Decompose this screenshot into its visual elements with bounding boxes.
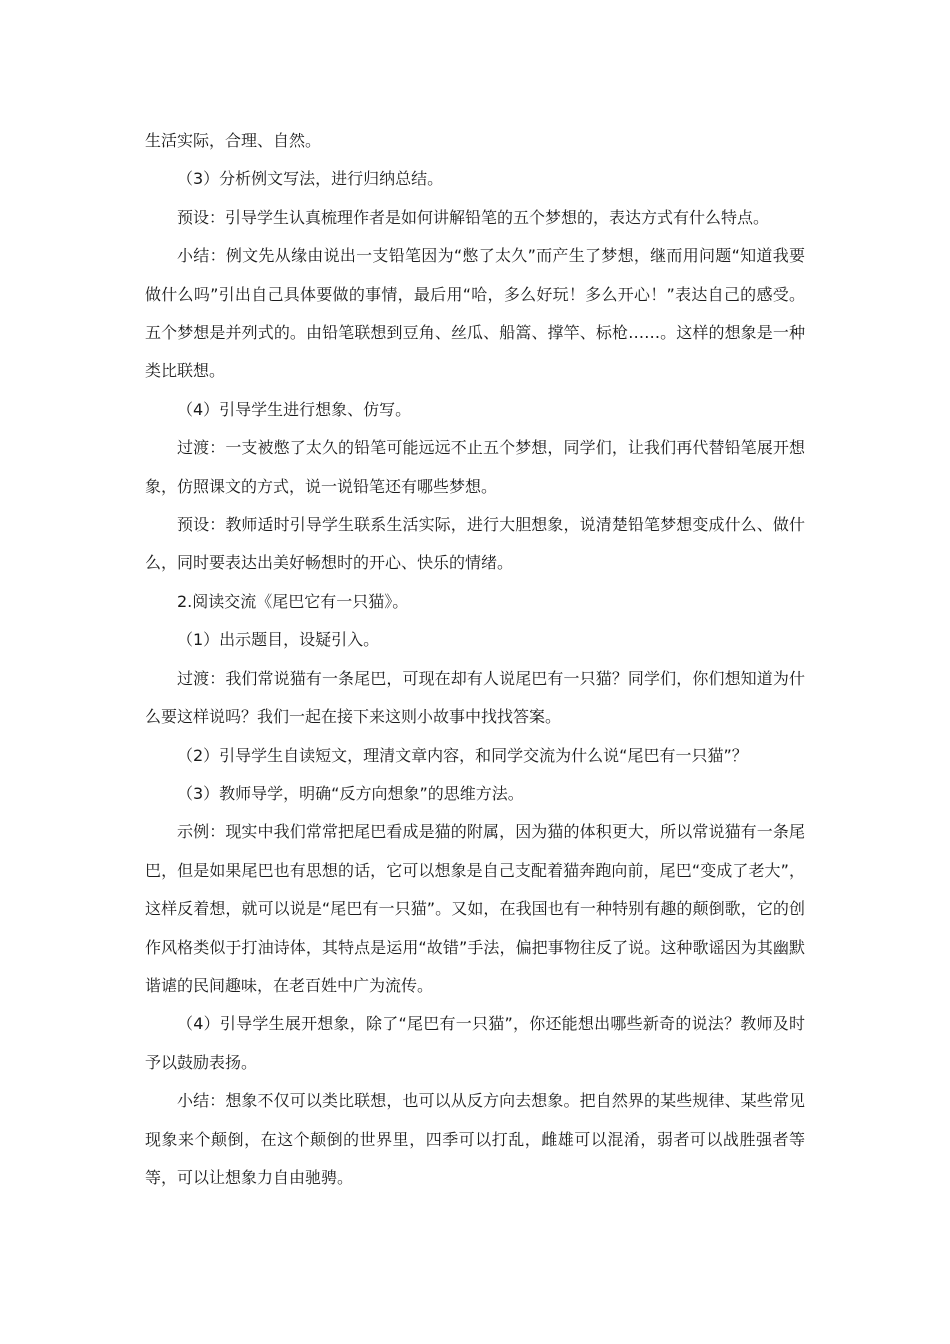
paragraph-transition-2: 过渡：我们常说猫有一条尾巴，可现在却有人说尾巴有一只猫？同学们，你们想知道为什么要这样说吗？我们一起在接下来这则小故事中找找答案。 bbox=[145, 668, 805, 727]
paragraph-step-2: （2）引导学生自读短文，理清文章内容，和同学交流为什么说“尾巴有一只猫”？ bbox=[177, 745, 748, 765]
paragraph-step-4b: （4）引导学生展开想象，除了“尾巴有一只猫”，你还能想出哪些新奇的说法？教师及时予以鼓励表扬。 bbox=[145, 1014, 805, 1072]
paragraph-summary-2: 小结：想象不仅可以类比联想，也可以从反方向去想象。把自然界的某些规律、某些常见现象来个颠倒，在这个颠倒的世界里，四季可以打乱，雌雄可以混淆，弱者可以战胜强者等等，可以让想象力自由驰骋。 bbox=[145, 1091, 805, 1187]
paragraph-step-4: （4）引导学生进行想象、仿写。 bbox=[177, 399, 412, 419]
paragraph-continuation: 生活实际，合理、自然。 bbox=[145, 131, 322, 150]
paragraph-preset: 预设：引导学生认真梳理作者是如何讲解铅笔的五个梦想的，表达方式有什么特点。 bbox=[177, 207, 770, 227]
paragraph-transition: 过渡：一支被憋了太久的铅笔可能远远不止五个梦想，同学们，让我们再代替铅笔展开想象，仿照课文的方式，说一说铅笔还有哪些梦想。 bbox=[145, 438, 805, 496]
paragraph-summary: 小结：例文先从缘由说出一支铅笔因为“憋了太久”而产生了梦想，继而用问题“知道我要做什么吗”引出自己具体要做的事情，最后用“哈，多么好玩！多么开心！”表达自己的感受。五个梦想是并列式的。由铅笔联想到豆角、丝瓜、船篙、撑竿、标枪……。这样的想象是一种类比联想。 bbox=[145, 246, 805, 381]
paragraph-step-1: （1）出示题目，设疑引入。 bbox=[177, 630, 380, 650]
document-body bbox=[145, 122, 805, 1197]
paragraph-step-3b: （3）教师导学，明确“反方向想象”的思维方法。 bbox=[177, 783, 524, 803]
paragraph-step-3: （3）分析例文写法，进行归纳总结。 bbox=[177, 169, 444, 189]
paragraph-example: 示例：现实中我们常常把尾巴看成是猫的附属，因为猫的体积更大，所以常说猫有一条尾巴，但是如果尾巴也有思想的话，它可以想象是自己支配着猫奔跑向前，尾巴“变成了老大”，这样反着想，就可以说是“尾巴有一只猫”。又如，在我国也有一种特别有趣的颠倒歌，它的创作风格类似于打油诗体，其特点是运用“故错”手法，偏把事物往反了说。这种歌谣因为其幽默谐谑的民间趣味，在老百姓中广为流传。 bbox=[145, 822, 805, 995]
paragraph-section-2: 2.阅读交流《尾巴它有一只猫》。 bbox=[177, 591, 409, 611]
paragraph-preset-2: 预设：教师适时引导学生联系生活实际，进行大胆想象，说清楚铅笔梦想变成什么、做什么，同时要表达出美好畅想时的开心、快乐的情绪。 bbox=[145, 515, 805, 573]
